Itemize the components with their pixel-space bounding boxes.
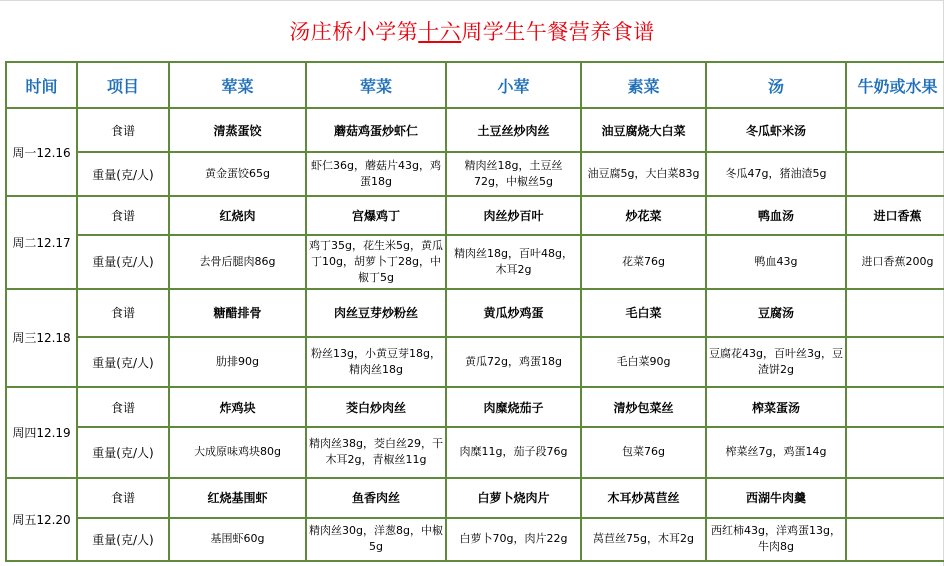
- recipe-label: 食谱: [77, 289, 169, 337]
- vegetable-dish: 油豆腐烧大白菜: [581, 108, 706, 152]
- header-item: 项目: [77, 62, 169, 108]
- lunch-menu-table: [5, 61, 944, 562]
- meat-dish-1-weight: 去骨后腿肉86g: [169, 235, 306, 289]
- vegetable-dish: 炒花菜: [581, 196, 706, 234]
- meat-dish-2-weight: 精肉丝30g，洋葱8g，中椒5g: [306, 518, 446, 561]
- header-meat-dish-1: 荤菜: [169, 62, 306, 108]
- meat-dish-1-weight: 黄金蛋饺65g: [169, 152, 306, 196]
- meat-dish-2: 蘑菇鸡蛋炒虾仁: [306, 108, 446, 152]
- soup-dish-weight: 豆腐花43g，百叶丝3g，豆渣饼2g: [706, 337, 846, 387]
- small-meat-dish: 肉糜烧茄子: [446, 387, 581, 427]
- header-milk-or-fruit: 牛奶或水果: [846, 62, 944, 108]
- meat-dish-2: 鱼香肉丝: [306, 478, 446, 518]
- milk-or-fruit-weight: 进口香蕉200g: [846, 235, 944, 289]
- soup-dish-weight: 鸭血43g: [706, 235, 846, 289]
- table-row-weight: [6, 427, 944, 477]
- table-row-recipe: [6, 108, 944, 152]
- milk-or-fruit: [846, 289, 944, 337]
- milk-or-fruit: 进口香蕉: [846, 196, 944, 234]
- meat-dish-1: 清蒸蛋饺: [169, 108, 306, 152]
- sheet-top-border: [0, 0, 944, 1]
- vegetable-dish-weight: 毛白菜90g: [581, 337, 706, 387]
- soup-dish: 豆腐汤: [706, 289, 846, 337]
- soup-dish-weight: 冬瓜47g，猪油渣5g: [706, 152, 846, 196]
- meat-dish-1-weight: 基围虾60g: [169, 518, 306, 561]
- meat-dish-1: 糖醋排骨: [169, 289, 306, 337]
- day-cell: 周一12.16: [6, 108, 77, 196]
- vegetable-dish-weight: 莴苣丝75g，木耳2g: [581, 518, 706, 561]
- meat-dish-2-weight: 鸡丁35g，花生米5g，黄瓜丁10g，胡萝卜丁28g，中椒丁5g: [306, 235, 446, 289]
- small-meat-dish: 白萝卜烧肉片: [446, 478, 581, 518]
- day-cell: 周三12.18: [6, 289, 77, 387]
- meat-dish-1-weight: 大成原味鸡块80g: [169, 427, 306, 477]
- recipe-label: 食谱: [77, 478, 169, 518]
- soup-dish: 鸭血汤: [706, 196, 846, 234]
- meat-dish-2-weight: 虾仁36g，蘑菇片43g，鸡蛋18g: [306, 152, 446, 196]
- table-row-weight: [6, 518, 944, 561]
- day-cell: 周五12.20: [6, 478, 77, 561]
- title-week-number: 十六: [418, 20, 462, 44]
- small-meat-dish-weight: 肉糜11g，茄子段76g: [446, 427, 581, 477]
- meat-dish-1: 红烧肉: [169, 196, 306, 234]
- recipe-label: 食谱: [77, 108, 169, 152]
- meat-dish-2: 宫爆鸡丁: [306, 196, 446, 234]
- milk-or-fruit-weight: [846, 152, 944, 196]
- weight-label: 重量(克/人): [77, 235, 169, 289]
- vegetable-dish-weight: 油豆腐5g，大白菜83g: [581, 152, 706, 196]
- small-meat-dish-weight: 精肉丝18g，土豆丝72g，中椒丝5g: [446, 152, 581, 196]
- weight-label: 重量(克/人): [77, 518, 169, 561]
- meat-dish-1: 炸鸡块: [169, 387, 306, 427]
- header-time: 时间: [6, 62, 77, 108]
- table-row-recipe: [6, 289, 944, 337]
- small-meat-dish: 肉丝炒百叶: [446, 196, 581, 234]
- title-prefix: 汤庄桥小学第: [289, 20, 419, 44]
- soup-dish: 冬瓜虾米汤: [706, 108, 846, 152]
- soup-dish: 榨菜蛋汤: [706, 387, 846, 427]
- recipe-label: 食谱: [77, 387, 169, 427]
- milk-or-fruit-weight: [846, 337, 944, 387]
- milk-or-fruit-weight: [846, 427, 944, 477]
- soup-dish: 西湖牛肉羹: [706, 478, 846, 518]
- small-meat-dish: 黄瓜炒鸡蛋: [446, 289, 581, 337]
- meat-dish-2: 茭白炒肉丝: [306, 387, 446, 427]
- meat-dish-2-weight: 粉丝13g，小黄豆芽18g，精肉丝18g: [306, 337, 446, 387]
- header-small-meat-dish: 小荤: [446, 62, 581, 108]
- vegetable-dish: 木耳炒莴苣丝: [581, 478, 706, 518]
- meat-dish-1: 红烧基围虾: [169, 478, 306, 518]
- vegetable-dish-weight: 包菜76g: [581, 427, 706, 477]
- milk-or-fruit: [846, 108, 944, 152]
- small-meat-dish-weight: 精肉丝18g，百叶48g，木耳2g: [446, 235, 581, 289]
- milk-or-fruit: [846, 478, 944, 518]
- meat-dish-2: 肉丝豆芽炒粉丝: [306, 289, 446, 337]
- day-cell: 周四12.19: [6, 387, 77, 477]
- table-row-recipe: [6, 387, 944, 427]
- day-cell: 周二12.17: [6, 196, 77, 288]
- recipe-label: 食谱: [77, 196, 169, 234]
- weight-label: 重量(克/人): [77, 427, 169, 477]
- table-row-weight: [6, 152, 944, 196]
- milk-or-fruit-weight: [846, 518, 944, 561]
- title-suffix: 周学生午餐营养食谱: [461, 20, 655, 44]
- soup-dish-weight: 西红柿43g，洋鸡蛋13g，牛肉8g: [706, 518, 846, 561]
- small-meat-dish-weight: 黄瓜72g，鸡蛋18g: [446, 337, 581, 387]
- table-row-recipe: [6, 478, 944, 518]
- weight-label: 重量(克/人): [77, 337, 169, 387]
- header-soup: 汤: [706, 62, 846, 108]
- vegetable-dish: 毛白菜: [581, 289, 706, 337]
- weight-label: 重量(克/人): [77, 152, 169, 196]
- meat-dish-1-weight: 肋排90g: [169, 337, 306, 387]
- header-row: [6, 62, 944, 108]
- header-meat-dish-2: 荤菜: [306, 62, 446, 108]
- vegetable-dish: 清炒包菜丝: [581, 387, 706, 427]
- menu-title: [0, 16, 944, 46]
- milk-or-fruit: [846, 387, 944, 427]
- meat-dish-2-weight: 精肉丝38g，茭白丝29，干木耳2g，青椒丝11g: [306, 427, 446, 477]
- soup-dish-weight: 榨菜丝7g，鸡蛋14g: [706, 427, 846, 477]
- vegetable-dish-weight: 花菜76g: [581, 235, 706, 289]
- table-row-weight: [6, 235, 944, 289]
- header-vegetable-dish: 素菜: [581, 62, 706, 108]
- table-row-recipe: [6, 196, 944, 234]
- small-meat-dish: 土豆丝炒肉丝: [446, 108, 581, 152]
- table-row-weight: [6, 337, 944, 387]
- small-meat-dish-weight: 白萝卜70g，肉片22g: [446, 518, 581, 561]
